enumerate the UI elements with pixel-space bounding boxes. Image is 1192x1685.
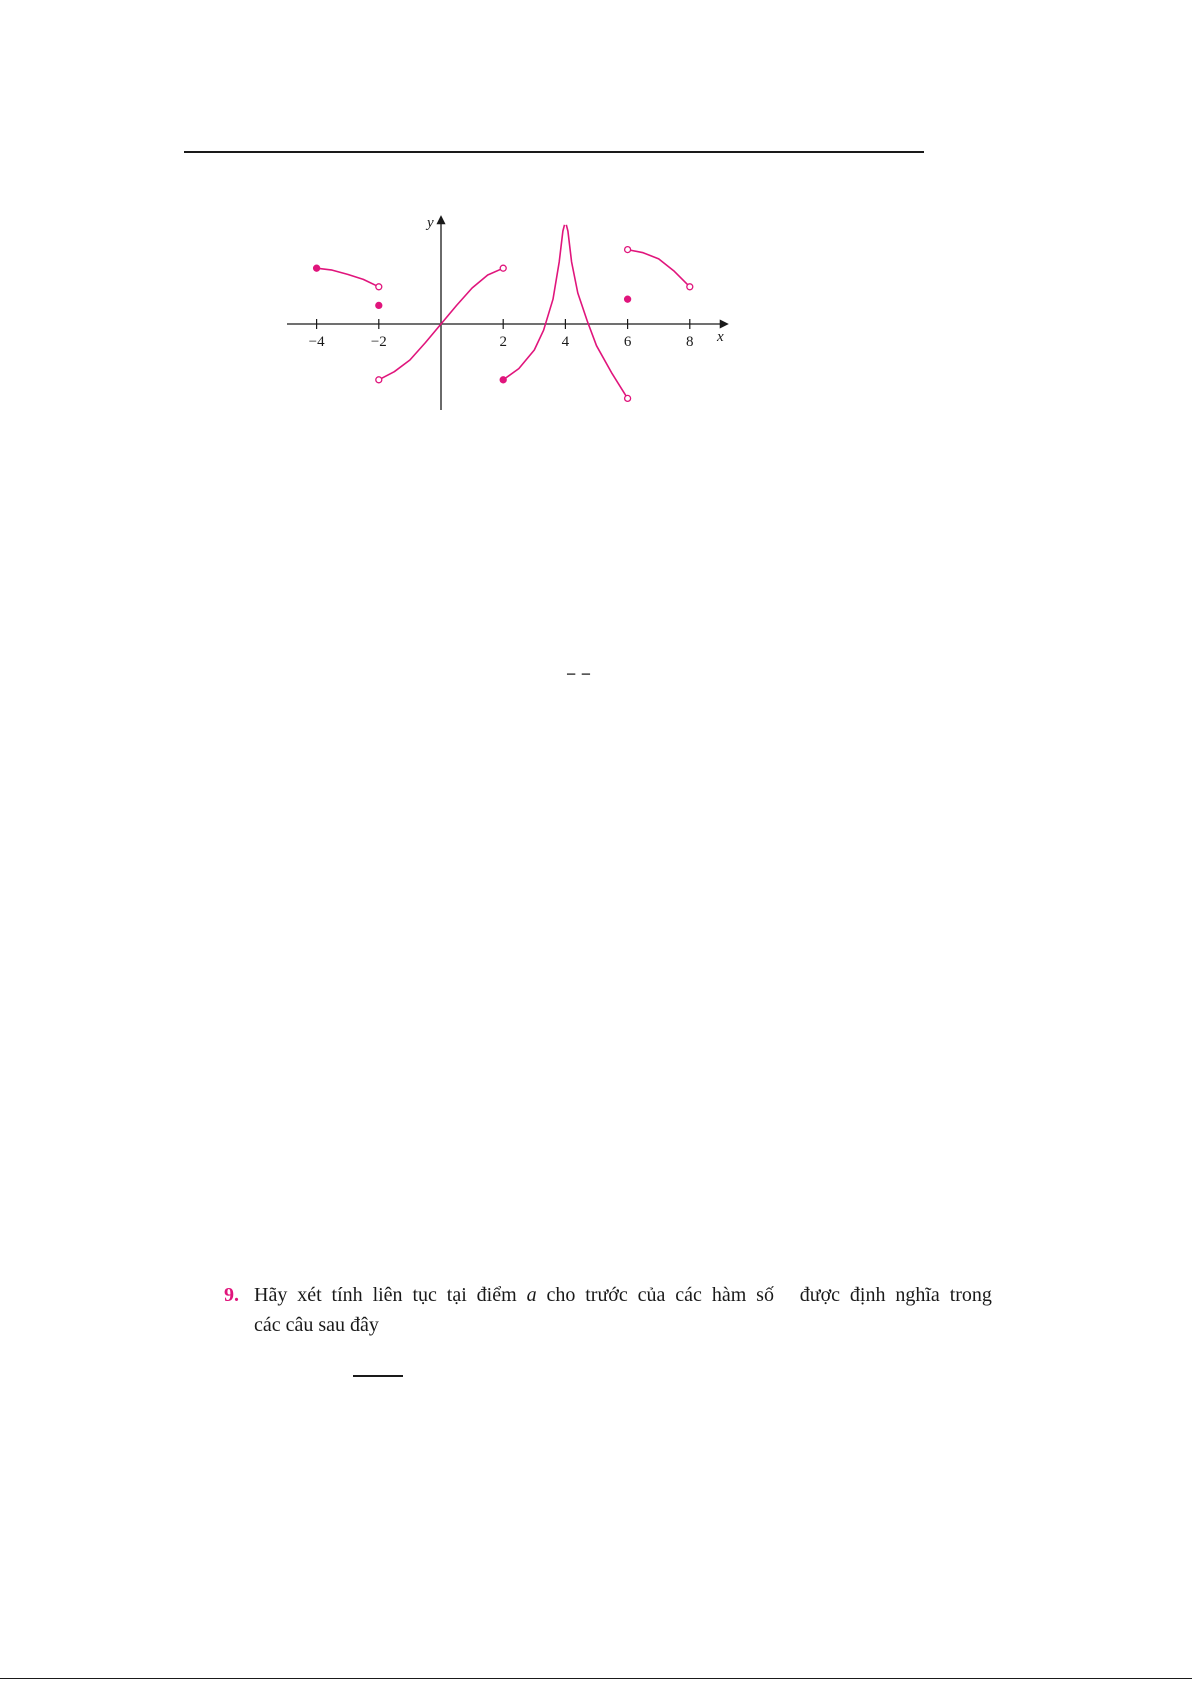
footer-rule	[0, 1678, 1192, 1679]
exercise-word: tính	[331, 1284, 363, 1306]
exercise-word: các	[675, 1284, 702, 1306]
x-tick-label: 2	[499, 334, 507, 350]
exercise-word	[784, 1280, 790, 1310]
x-tick-label: 6	[623, 334, 632, 350]
function-graph	[290, 215, 810, 450]
x-tick-label: 8	[686, 334, 694, 350]
open-point	[376, 377, 382, 383]
open-point	[376, 284, 382, 290]
exercise-word: được	[799, 1284, 841, 1306]
exercise-word: trước	[585, 1284, 628, 1306]
exercise-line-1	[254, 1280, 992, 1310]
curve-piece-1	[317, 268, 379, 287]
exercise-word: cho	[546, 1284, 576, 1306]
closed-point	[625, 296, 631, 302]
open-point	[500, 265, 506, 271]
open-point	[687, 284, 693, 290]
exercise-word: Hãy	[254, 1284, 288, 1306]
closed-point	[500, 377, 506, 383]
closed-point	[314, 265, 320, 271]
closed-point	[376, 302, 382, 308]
exercise-word: trong	[949, 1284, 992, 1306]
exercise-word: nghĩa	[895, 1284, 940, 1306]
exercise-number: 9.	[224, 1284, 239, 1306]
exercise-word: liên	[372, 1284, 403, 1306]
exercise-word: tục	[412, 1284, 437, 1306]
x-tick-label: 4	[561, 334, 570, 350]
exercise-word: của	[637, 1284, 666, 1306]
exercise-word: xét	[297, 1284, 322, 1306]
exercise-word: tại	[446, 1284, 467, 1306]
curve-series	[317, 225, 690, 399]
open-point	[625, 395, 631, 401]
y-axis-label: y	[427, 215, 434, 231]
x-tick-label: −4	[308, 334, 325, 350]
stray-minus-signs: − −	[566, 664, 592, 684]
fraction-bar	[353, 1375, 403, 1377]
header-rule	[184, 151, 924, 153]
exercise-word: hàm	[711, 1284, 747, 1306]
curve-piece-4	[566, 225, 627, 399]
curve-piece-5	[628, 250, 690, 287]
exercise-word: điểm	[476, 1284, 517, 1306]
exercise-word: a	[526, 1284, 537, 1306]
exercise-word: số	[756, 1284, 774, 1306]
exercise-word: định	[849, 1284, 886, 1306]
curve-piece-3	[503, 225, 564, 380]
open-point	[625, 247, 631, 253]
x-tick-label: −2	[370, 334, 387, 350]
exercise-line-2: các câu sau đây	[254, 1314, 379, 1336]
x-axis-label: x	[717, 329, 724, 345]
